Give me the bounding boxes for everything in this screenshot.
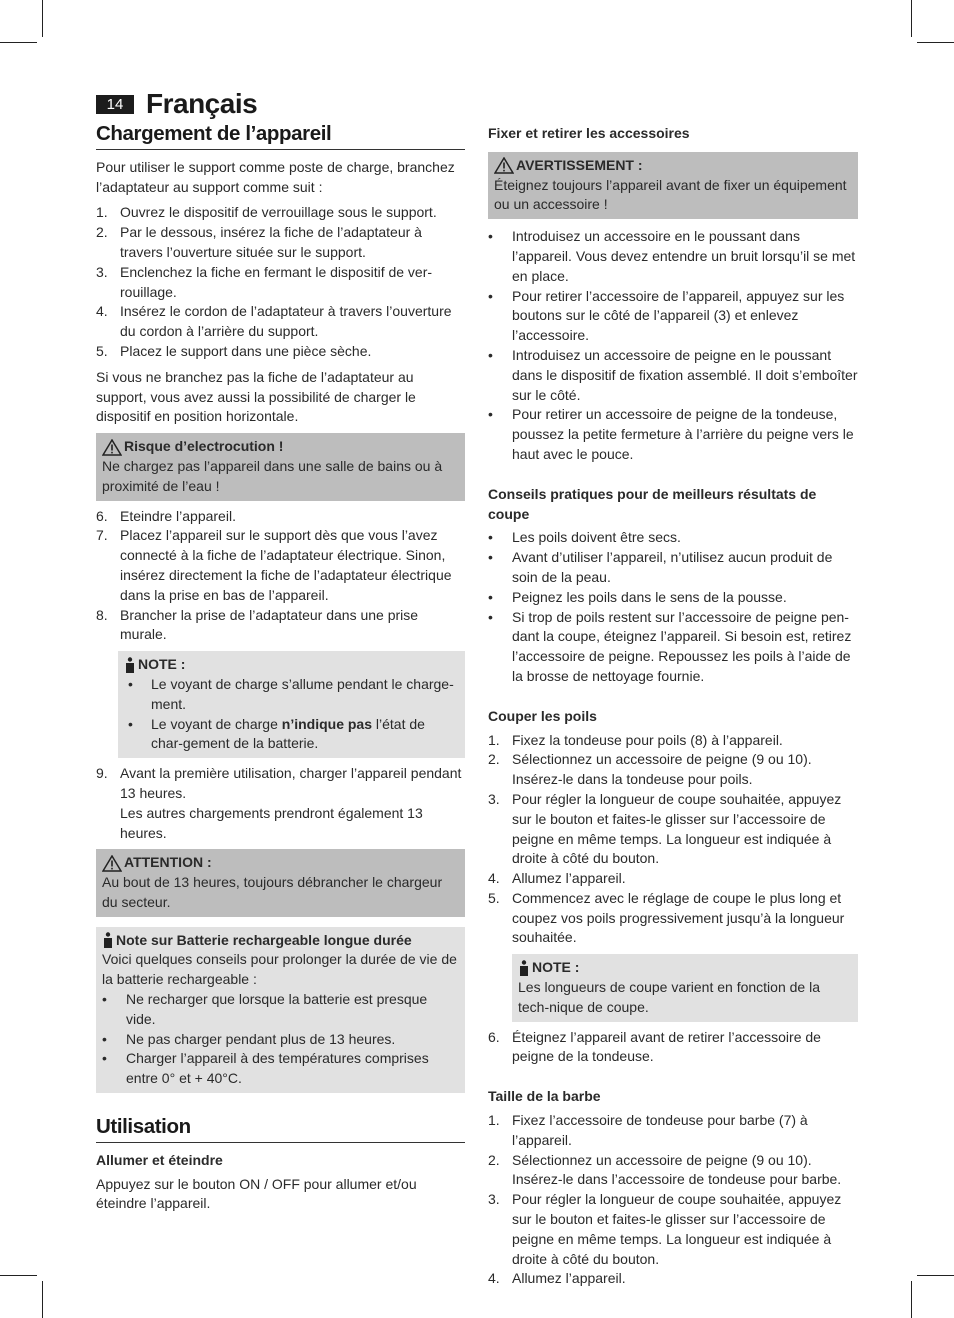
list-item: 4. Allumez l’appareil. bbox=[488, 870, 626, 887]
crop-mark bbox=[42, 1281, 43, 1318]
page-number: 14 bbox=[96, 95, 134, 114]
list-item: • Avant d’utiliser l’appareil, n’utilisez aucun produit de soin de la peau. bbox=[488, 549, 833, 585]
list-item: 9. Avant la première utilisation, charger l’appareil pendant 13 heures. Les autres chargements prendront également 13 heures. bbox=[96, 765, 462, 841]
accessories-title: Fixer et retirer les accessoires bbox=[488, 125, 690, 141]
page-language-title: Français bbox=[146, 88, 258, 119]
crop-mark bbox=[917, 42, 954, 43]
charge-note-title: NOTE : bbox=[138, 656, 186, 673]
cut-note-text: Les longueurs de coupe varient en fonction de la tech-nique de coupe. bbox=[518, 979, 820, 1015]
cut-hair-steps bbox=[488, 731, 858, 949]
cut-note-title: NOTE : bbox=[532, 959, 580, 976]
list-item: 7. Placez l’appareil sur le support dès que vous l’avez connecté à la fiche de l’adaptateur électrique. Sinon, insérez directement la fiche de l’adaptateur électrique dans la prise en bas de l’appareil. bbox=[96, 527, 452, 603]
onoff-text: Appuyez sur le bouton ON / OFF pour allumer et/ou éteindre l’appareil. bbox=[96, 1175, 417, 1212]
list-item: • Ne pas charger pendant plus de 13 heures. bbox=[102, 1030, 396, 1047]
electrocution-warning-text: Ne chargez pas l’appareil dans une salle de bains ou à proximité de l’eau ! bbox=[102, 457, 443, 494]
beard-steps bbox=[488, 1111, 858, 1289]
list-item: 3. Pour régler la longueur de coupe souhaitée, appuyez sur le bouton et faites-le glisser sur l’accessoire de peigne en même temps. La longueur est indiquée à droite à côté du bouton. bbox=[488, 790, 842, 867]
tips-title: Conseils pratiques pour de meilleurs résultats de coupe bbox=[488, 485, 817, 522]
list-item: 4. Insérez le cordon de l’adaptateur à travers l’ouverture du cordon à l’arrière du support. bbox=[96, 303, 452, 340]
list-item: • Les poils doivent être secs. bbox=[488, 529, 681, 546]
list-item: • Le voyant de charge s’allume pendant le charge-ment. bbox=[128, 675, 454, 712]
crop-mark bbox=[911, 0, 912, 37]
list-item: 1. Fixez l’accessoire de tondeuse pour barbe (7) à l’appareil. bbox=[488, 1112, 808, 1148]
section-title-usage: Utilisation bbox=[96, 1117, 465, 1143]
warning-triangle-icon bbox=[494, 157, 514, 174]
accessory-warning-text: Éteignez toujours l’appareil avant de fixer un équipement ou un accessoire ! bbox=[494, 176, 847, 213]
warning-triangle-icon bbox=[102, 855, 122, 872]
list-item: 1. Fixez la tondeuse pour poils (8) à l’appareil. bbox=[488, 731, 783, 748]
battery-note-title: Note sur Batterie rechargeable longue durée bbox=[116, 931, 412, 948]
list-item: 8. Brancher la prise de l’adaptateur dans une prise murale. bbox=[96, 606, 419, 643]
crop-mark bbox=[0, 1275, 37, 1276]
right-column bbox=[488, 124, 858, 1289]
list-item: 2. Sélectionnez un accessoire de peigne (9 ou 10). Insérez-le dans la tondeuse pour poils. bbox=[488, 751, 812, 788]
crop-mark bbox=[911, 1281, 912, 1318]
battery-note-box bbox=[96, 927, 465, 1093]
list-item: • Si trop de poils restent sur l’accessoire de peigne pen-dant la coupe, éteignez l’appareil. Si besoin est, retirez l’accessoire de peigne. Repoussez les poils à l’aide de la brosse de nettoyage fournie. bbox=[488, 608, 852, 684]
tips-list bbox=[488, 528, 858, 686]
list-item: 2. Par le dessous, insérez la fiche de l’adaptateur à travers l’ouverture située sur le support. bbox=[96, 224, 422, 260]
list-item: • Pour retirer l’accessoire de l’appareil, appuyez sur les boutons sur le côté de l’appareil (3) et enlevez l’accessoire. bbox=[488, 287, 845, 344]
list-item: 6. Eteindre l’appareil. bbox=[96, 507, 236, 524]
electrocution-warning-box bbox=[96, 433, 465, 500]
info-icon bbox=[102, 932, 114, 949]
list-item: • Pour retirer un accessoire de peigne de la tondeuse, poussez la petite fermeture à l’arrière du peigne vers le haut avec le pouce. bbox=[488, 406, 854, 462]
onoff-title: Allumer et éteindre bbox=[96, 1151, 223, 1168]
list-item: • Introduisez un accessoire en le poussant dans l’appareil. Vous devez entendre un bruit lorsqu’il se met en place. bbox=[488, 228, 856, 284]
attention-text: Au bout de 13 heures, toujours débrancher le chargeur du secteur. bbox=[102, 874, 443, 910]
electrocution-warning-title: Risque d’electrocution ! bbox=[124, 438, 284, 455]
accessory-warning-title: AVERTISSEMENT : bbox=[516, 156, 643, 173]
section-title-charging: Chargement de l’appareil bbox=[96, 124, 465, 150]
list-item: • Le voyant de charge n’indique pas l’état de char-gement de la batterie. bbox=[128, 715, 425, 752]
charge-note-box bbox=[118, 651, 465, 758]
page-header bbox=[96, 86, 257, 122]
list-item: 5. Commencez avec le réglage de coupe le plus long et coupez vos poils progressivement jusqu’à la longueur souhaitée. bbox=[488, 889, 845, 946]
attention-title: ATTENTION : bbox=[124, 854, 212, 871]
horizontal-charging-text: Si vous ne branchez pas la fiche de l’adaptateur au support, vous avez aussi la possibilité de charger le dispositif en position horizontale. bbox=[96, 368, 416, 425]
crop-mark bbox=[0, 42, 37, 43]
list-item: 4. Allumez l’appareil. bbox=[488, 1270, 626, 1287]
info-icon bbox=[124, 657, 136, 674]
list-item: 1. Ouvrez le dispositif de verrouillage sous le support. bbox=[96, 204, 437, 221]
charging-intro: Pour utiliser le support comme poste de charge, branchez l’adaptateur au support comme suit : bbox=[96, 158, 455, 195]
accessory-list bbox=[488, 227, 858, 465]
crop-mark bbox=[42, 0, 43, 37]
list-item: 3. Enclenchez la fiche en fermant le dispositif de ver-rouillage. bbox=[96, 263, 433, 300]
list-item: • Ne recharger que lorsque la batterie est presque vide. bbox=[102, 991, 428, 1027]
battery-note-intro: Voici quelques conseils pour prolonger la durée de vie de la batterie rechargeable : bbox=[102, 951, 457, 988]
cut-hair-title: Couper les poils bbox=[488, 707, 597, 724]
info-icon bbox=[518, 960, 530, 977]
list-item: • Charger l’appareil à des températures comprises entre 0° et + 40°C. bbox=[102, 1050, 429, 1087]
charging-steps-1-5 bbox=[96, 203, 465, 361]
left-column bbox=[96, 124, 465, 1214]
list-item: 5. Placez le support dans une pièce sèche. bbox=[96, 342, 372, 359]
charging-steps-6-8 bbox=[96, 507, 465, 646]
list-item: 2. Sélectionnez un accessoire de peigne (9 ou 10). Insérez-le dans l’accessoire de tondeuse pour barbe. bbox=[488, 1151, 842, 1188]
list-item: • Peignez les poils dans le sens de la pousse. bbox=[488, 588, 787, 605]
list-item: 6. Éteignez l’appareil avant de retirer l’accessoire de peigne de la tondeuse. bbox=[488, 1028, 821, 1065]
attention-box bbox=[96, 849, 465, 916]
warning-triangle-icon bbox=[102, 439, 122, 456]
crop-mark bbox=[917, 1275, 954, 1276]
list-item: 3. Pour régler la longueur de coupe souhaitée, appuyez sur le bouton et faites-le glisser sur l’accessoire de peigne en même temps. La longueur est indiquée à droite à côté du bouton. bbox=[488, 1191, 842, 1267]
accessory-warning-box bbox=[488, 152, 858, 219]
list-item: • Introduisez un accessoire de peigne en le poussant dans le dispositif de fixation assemblé. Il doit s’emboîter sur le côté. bbox=[488, 346, 858, 403]
beard-title: Taille de la barbe bbox=[488, 1088, 601, 1105]
cut-note-box bbox=[512, 954, 858, 1021]
